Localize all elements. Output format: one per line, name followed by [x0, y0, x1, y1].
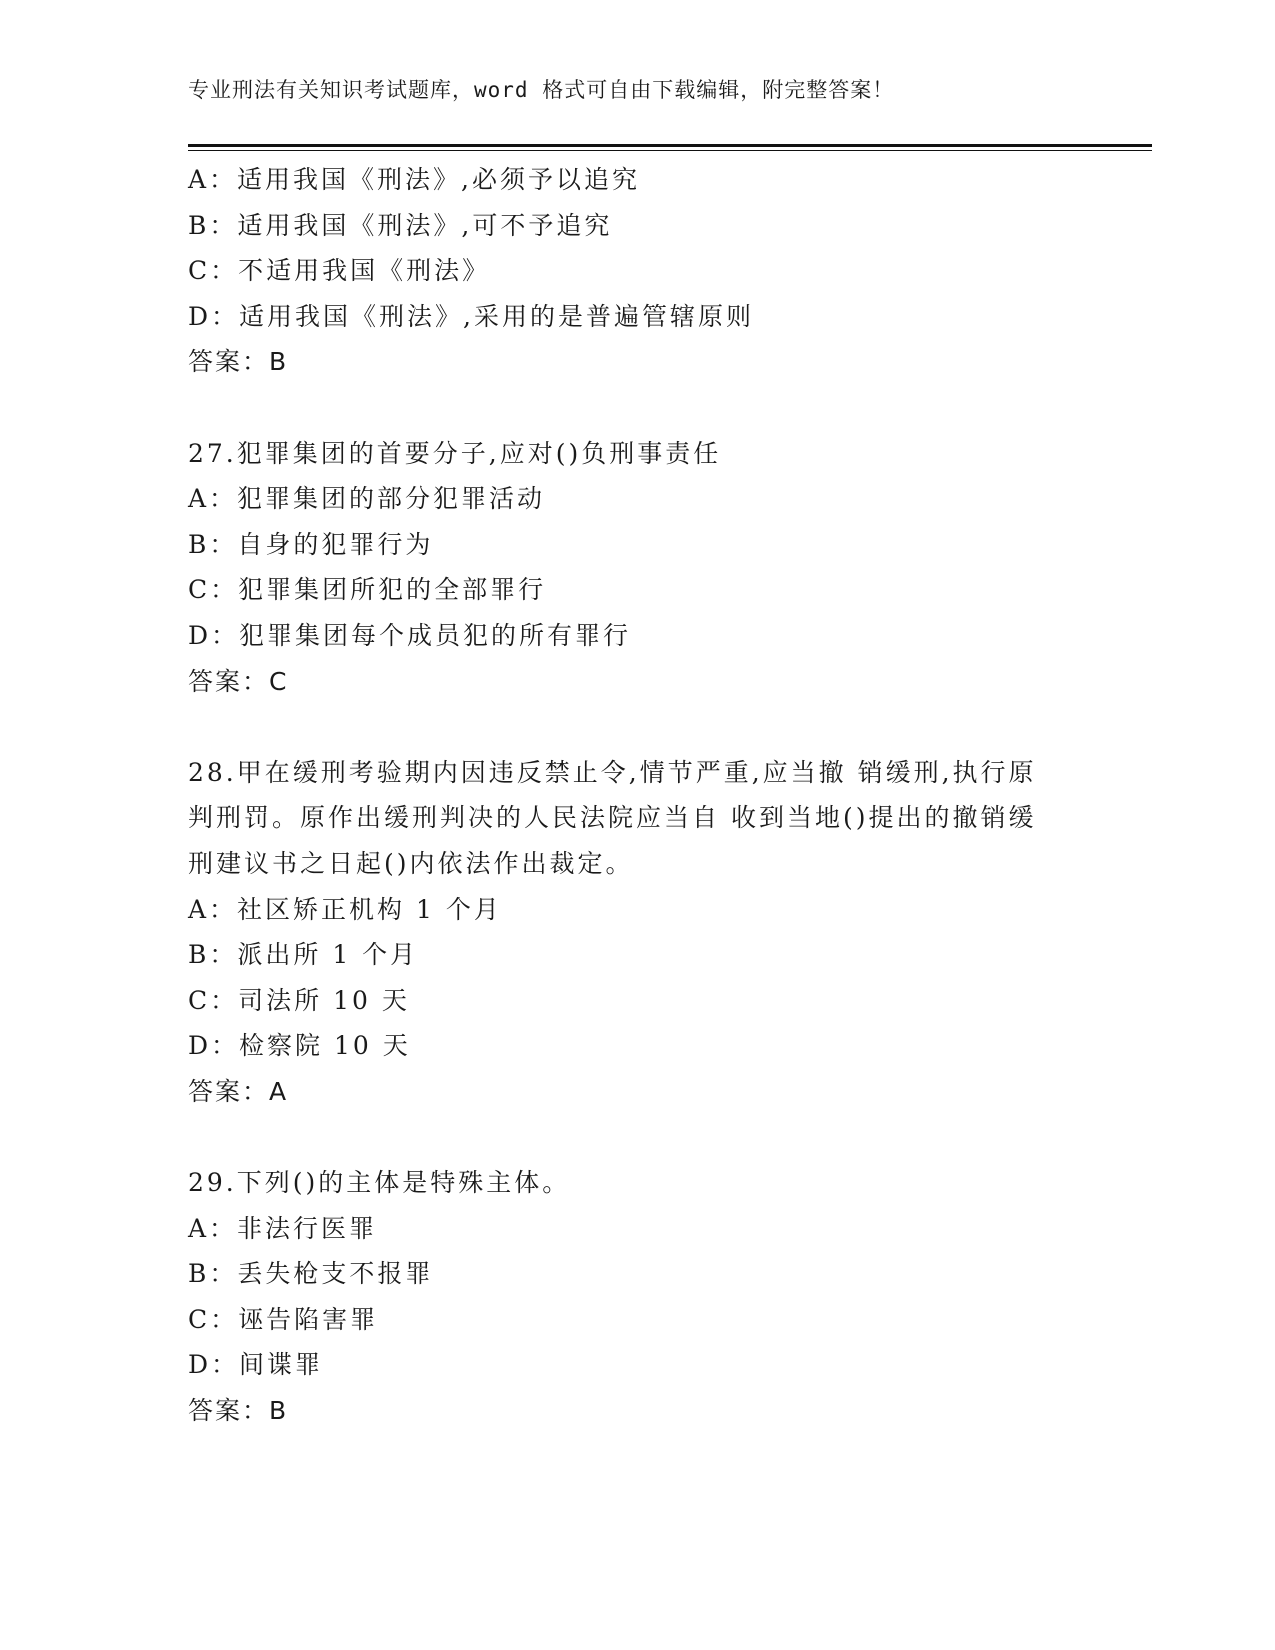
- question-29: [188, 1160, 1088, 1434]
- question-27: [188, 431, 1088, 705]
- answer: 答案：B: [188, 347, 289, 377]
- option-c: C：犯罪集团所犯的全部罪行: [188, 575, 547, 605]
- question-text-line-3: 刑建议书之日起()内依法作出裁定。: [188, 848, 634, 878]
- option-d: D：犯罪集团每个成员犯的所有罪行: [188, 620, 632, 650]
- option-d: D：适用我国《刑法》,采用的是普遍管辖原则: [188, 301, 754, 331]
- option-c: C：不适用我国《刑法》: [188, 256, 491, 286]
- header-divider-thick: [188, 144, 1152, 147]
- question-28: [188, 750, 1088, 1115]
- spacer: [188, 704, 1088, 750]
- answer: 答案：C: [188, 666, 289, 696]
- answer: 答案：A: [188, 1076, 289, 1106]
- question-26: [188, 157, 1088, 385]
- spacer: [188, 1114, 1088, 1160]
- option-d: D：间谍罪: [188, 1350, 324, 1380]
- option-b: B：丢失枪支不报罪: [188, 1259, 434, 1289]
- option-a: A：非法行医罪: [188, 1213, 378, 1243]
- document-header: 专业刑法有关知识考试题库，word 格式可自由下载编辑，附完整答案！: [188, 78, 895, 102]
- question-text-line-2: 判刑罚。原作出缓刑判决的人民法院应当自 收到当地()提出的撤销缓: [188, 803, 1037, 833]
- option-b: B：适用我国《刑法》,可不予追究: [188, 210, 613, 240]
- option-b: B：派出所 1 个月: [188, 940, 419, 970]
- option-b: B：自身的犯罪行为: [188, 529, 434, 559]
- header-divider-thin: [188, 150, 1152, 151]
- option-a: A：社区矫正机构 1 个月: [188, 894, 502, 924]
- question-text-line-1: 28.甲在缓刑考验期内因违反禁止令,情节严重,应当撤 销缓刑,执行原: [188, 757, 1037, 787]
- answer: 答案：B: [188, 1396, 289, 1426]
- option-c: C：诬告陷害罪: [188, 1304, 379, 1334]
- question-text: 29.下列()的主体是特殊主体。: [188, 1168, 571, 1198]
- option-a: A：适用我国《刑法》,必须予以追究: [188, 165, 641, 194]
- question-list: [188, 157, 1088, 1434]
- option-c: C：司法所 10 天: [188, 985, 410, 1015]
- option-d: D：检察院 10 天: [188, 1031, 411, 1061]
- question-text: 27.犯罪集团的首要分子,应对()负刑事责任: [188, 438, 722, 468]
- option-a: A：犯罪集团的部分犯罪活动: [188, 484, 546, 514]
- spacer: [188, 385, 1088, 431]
